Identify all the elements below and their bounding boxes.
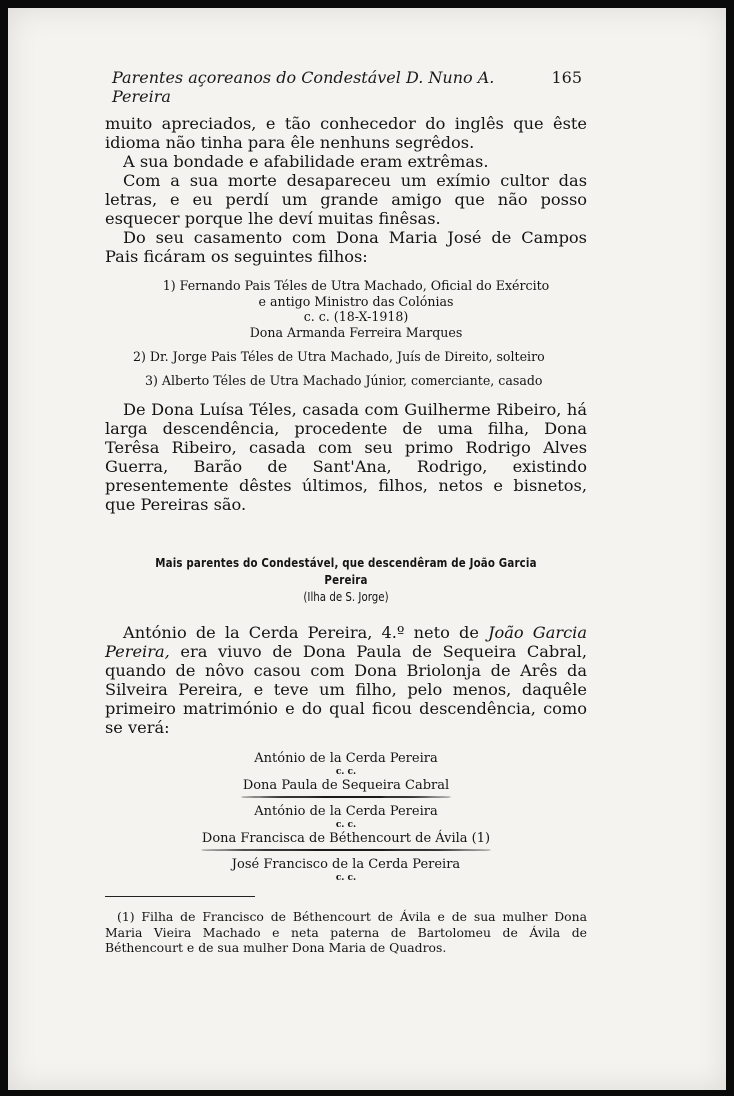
child-1-line-1: 1) Fernando Pais Téles de Utra Machado, Oficial do Exército (162, 278, 550, 293)
genealogy-rule-2 (201, 849, 491, 851)
child-2-entry: 2) Dr. Jorge Pais Téles de Utra Machado, Juís de Direito, solteiro (133, 349, 545, 364)
book-page (8, 8, 726, 1090)
section-title: Mais parentes do Condestável, que descendêram de João Garcia Pereira (155, 555, 537, 587)
page-number: 165 (551, 68, 582, 87)
paragraph-morte: Com a sua morte desapareceu um exímio cultor das letras, e eu perdí um grande amigo que não posso esquecer porque lhe deví muitas finêsas. (105, 171, 587, 228)
genealogy-person-1: António de la Cerda Pereira (254, 751, 438, 766)
child-1-line-3: c. c. (18-X-1918) (303, 309, 409, 324)
footnote-divider (105, 896, 255, 897)
antonio-italic-name: João Garcia Pereira, (105, 623, 587, 661)
paragraph-continuation: muito apreciados, e tão conhecedor do inglês que êste idioma não tinha para êle nenhuns segrêdos. (105, 114, 587, 152)
paragraph-bondade: A sua bondade e afabilidade eram extrêmas. (123, 152, 489, 171)
page-body (105, 114, 587, 956)
genealogy-rule-1 (241, 796, 451, 798)
antonio-text-1: António de la Cerda Pereira, 4.º neto de (123, 623, 489, 642)
genealogy-tree (105, 751, 587, 884)
footnote: (1) Filha de Francisco de Béthencourt de Ávila e de sua mulher Dona Maria Vieira Machado e neta paterna de Bartolomeu de Ávila de Béthencourt e de sua mulher Dona Maria de Quadros. (105, 909, 587, 955)
antonio-text-2: era viuvo de Dona Paula de Sequeira Cabral, quando de nôvo casou com Dona Briolonja de Arês da Silveira Pereira, e teve um filho, pelo menos, daquêle primeiro matrimónio e do qual ficou descendência, como se verá: (105, 642, 587, 737)
section-subtitle: (Ilha de S. Jorge) (303, 589, 389, 604)
genealogy-cc-1: c. c. (335, 767, 357, 777)
genealogy-spouse-1: Dona Paula de Sequeira Cabral (242, 778, 450, 793)
genealogy-cc-3: c. c. (335, 873, 357, 883)
child-1-entry (105, 278, 587, 340)
genealogy-cc-2: c. c. (335, 820, 357, 830)
genealogy-person-2: António de la Cerda Pereira (254, 804, 438, 819)
child-3-entry: 3) Alberto Téles de Utra Machado Júnior, comerciante, casado (145, 372, 543, 388)
child-1-line-2: e antigo Ministro das Colónias (258, 293, 454, 309)
genealogy-person-3: José Francisco de la Cerda Pereira (231, 857, 461, 872)
genealogy-spouse-2: Dona Francisca de Béthencourt de Ávila (1) (201, 831, 491, 846)
running-title: Parentes açoreanos do Condestável D. Nuno A. Pereira (112, 68, 495, 106)
paragraph-antonio (105, 623, 587, 737)
children-list (105, 278, 587, 388)
paragraph-luisa: De Dona Luísa Téles, casada com Guilherme Ribeiro, há larga descendência, procedente de uma filha, Dona Terêsa Ribeiro, casada com seu primo Rodrigo Alves Guerra, Barão de Sant'Ana, Rodrigo, existindo presentemente dêstes últimos, filhos, netos e bisnetos, que Pereiras são. (105, 400, 587, 514)
running-header (112, 68, 582, 106)
paragraph-casamento: Do seu casamento com Dona Maria José de Campos Pais ficáram os seguintes filhos: (105, 228, 587, 266)
child-1-line-4: Dona Armanda Ferreira Marques (249, 324, 463, 340)
